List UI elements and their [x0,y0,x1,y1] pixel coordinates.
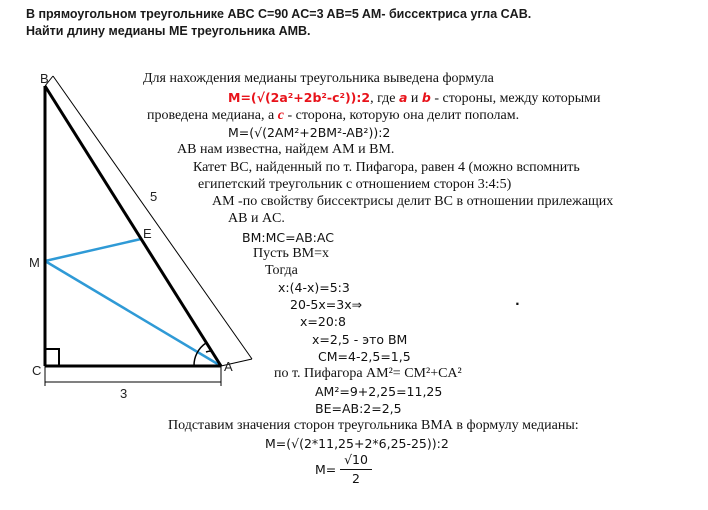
solution-line-6: Катет ВС, найденный по т. Пифагора, равен 4 (можно вспомнить [193,160,580,175]
formula-text-and: и [407,91,422,106]
ca-length-label: 3 [120,386,128,401]
line3-text-b: - сторона, которую она делит пополам. [283,108,520,123]
ab-length-label: 5 [150,189,158,204]
solution-line-22: M=(√(2*11,25+2*6,25-25)):2 [265,436,449,451]
final-answer-prefix: M= [315,462,337,477]
solution-line-7: египетский треугольник с отношением сторон 3:4:5) [198,177,512,192]
solution-line-17: CM=4-2,5=1,5 [318,349,411,364]
vertex-label-e: E [143,226,152,241]
vertex-label-a: A [224,359,233,374]
median-formula: M=(√(2a²+2b²-c²)):2 [228,90,371,105]
solution-line-13: x:(4-x)=5:3 [278,280,350,295]
solution-line-20: BE=AB:2=2,5 [315,401,402,416]
formula-text-b: - стороны, между которыми [430,91,601,106]
problem-line-1: В прямоугольном треугольнике ABC C=90 AC=3 AB=5 AM- биссектриса угла CAB. [26,7,532,21]
problem-line-2: Найти длину медианы ME треугольника AMB. [26,24,311,38]
solution-line-2 [228,90,601,107]
solution-line-19: AM²=9+2,25=11,25 [315,384,443,399]
solution-line-3 [147,108,519,124]
solution-line-8: AM -по свойству биссектрисы делит ВС в отношении прилежащих [212,194,614,209]
vertex-label-c: C [32,363,42,378]
fraction-bar [340,469,372,470]
var-b: b [421,90,431,105]
side-ab [45,86,221,366]
vertex-label-b: B [40,71,49,86]
solution-line-5: AB нам известна, найдем AM и BM. [177,142,395,157]
stray-dot: . [515,293,520,308]
line3-text-a: проведена медиана, а [147,108,278,123]
right-angle-mark [45,349,59,366]
var-a: a [398,90,408,105]
var-c: с [277,108,284,123]
median-me [45,239,141,261]
solution-line-9: AB и AC. [228,211,285,226]
solution-line-1: Для нахождения медианы треугольника выведена формула [143,71,494,86]
solution-line-16: x=2,5 - это ВМ [312,332,408,347]
solution-line-11: Пусть ВМ=х [253,246,330,261]
solution-line-10: BM:MC=AB:AC [242,230,334,245]
formula-text-a: , где [370,91,399,106]
final-answer-denominator: 2 [352,471,360,486]
solution-line-14: 20-5x=3x⇒ [290,297,363,312]
solution-line-12: Тогда [265,263,298,278]
final-answer-numerator: √10 [344,452,368,467]
solution-line-15: x=20:8 [300,314,346,329]
angle-arc-2 [206,351,211,352]
solution-line-21: Подставим значения сторон треугольника ВМА в формулу медианы: [168,418,579,433]
solution-line-18: по т. Пифагора AM²= CM²+CA² [274,366,462,381]
solution-line-4: M=(√(2AM²+2BM²-AB²)):2 [228,125,391,140]
vertex-label-m: M [29,255,40,270]
